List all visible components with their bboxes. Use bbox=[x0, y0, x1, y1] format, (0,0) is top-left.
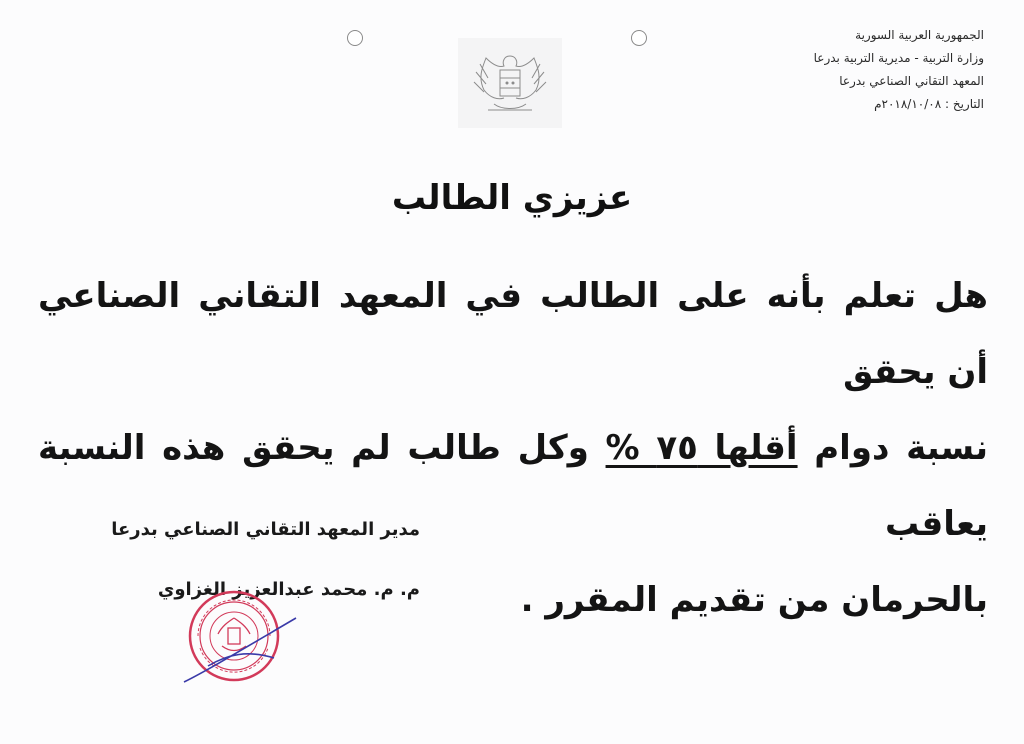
letterhead-country: الجمهورية العربية السورية bbox=[855, 28, 984, 42]
letterhead-date: التاريخ : ٢٠١٨/١٠/٠٨م bbox=[874, 97, 984, 111]
attendance-requirement: أقلها ٧٥ % bbox=[605, 428, 798, 468]
institute-stamp-icon bbox=[178, 588, 298, 698]
notice-line-1: هل تعلم بأنه على الطالب في المعهد التقاني الصناعي أن يحقق bbox=[38, 276, 988, 392]
notice-line-2-start: نسبة دوام bbox=[797, 428, 988, 468]
signatory-role: مدير المعهد التقاني الصناعي بدرعا bbox=[111, 519, 420, 540]
letterhead-ministry: وزارة التربية - مديرية التربية بدرعا bbox=[813, 51, 984, 65]
punch-hole-right bbox=[631, 30, 647, 46]
syrian-eagle-emblem-icon bbox=[458, 38, 562, 128]
page-title: عزيزي الطالب bbox=[391, 178, 633, 218]
punch-hole-left bbox=[347, 30, 363, 46]
notice-line-3: بالحرمان من تقديم المقرر . bbox=[520, 580, 988, 620]
notice-line-2-end: وكل طالب لم يحقق هذه النسبة يعاقب bbox=[38, 428, 988, 544]
letterhead bbox=[724, 24, 984, 116]
signatory-name: م. م. محمد عبدالعزيز الغزاوي bbox=[157, 579, 420, 600]
letterhead-institute: المعهد التقاني الصناعي بدرعا bbox=[839, 74, 984, 88]
